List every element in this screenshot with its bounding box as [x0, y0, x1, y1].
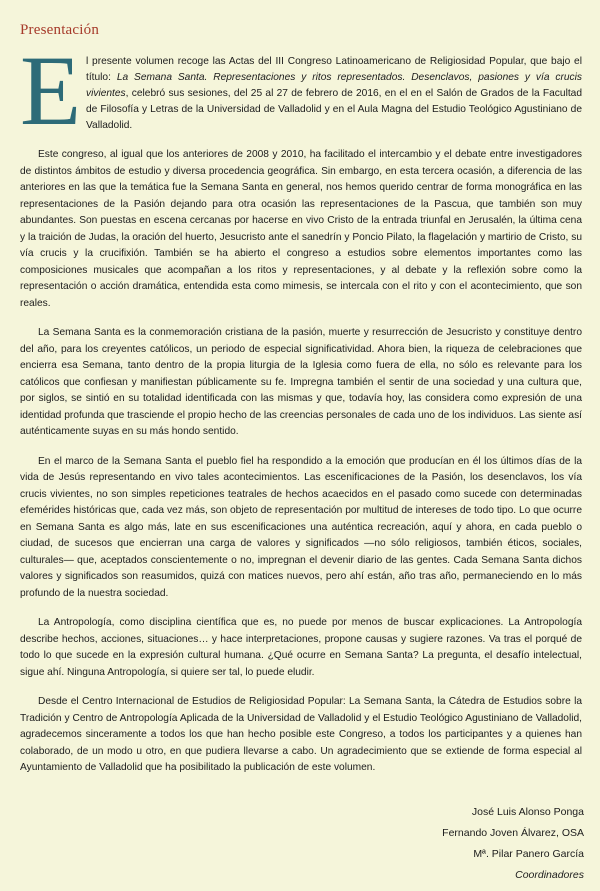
paragraph: La Antropología, como disciplina científica que es, no puede por menos de buscar explicaciones. La Antropología describe hechos, acciones, situaciones… y hace interpretaciones, propone causas y sugiere razones. Va tras el porqué de todo lo que sucede en la expresión cultural humana. ¿Qué ocurre en Semana Santa? La pregunta, el desafío intelectual, sigue ahí. Ninguna Antropología, si quiere ser tal, lo puede eludir.	[20, 617, 582, 678]
paragraph: Este congreso, al igual que los anteriores de 2008 y 2010, ha facilitado el intercambio y el debate entre investigadores de distintos ámbitos de estudio y diversa procedencia geográfica. Sin embargo, en esta tercera ocasión, a diferencia de las anteriores en las que la temática fue la Semana Santa en general, nos hemos querido centrar de forma monográfica en las representaciones de la Pasión dejando para otra ocasión las representaciones de la Pascua, que también son muy abundantes. Son puestas en escena cercanas por hacerse en vivo Cristo de la entrada triunfal en Jerusalén, la última cena y la traición de Judas, la oración del huerto, Jesucristo ante el sanedrín y Poncio Pilato, la flagelación y martirio de Cristo, su vía crucis y la crucifixión. También se ha abierto el congreso a estudios sobre elementos importantes como las composiciones musicales que acompañan a los ritos y representaciones, y al debate y la reflexión sobre como la representación o acción dramática, entendida esta como mimesis, se intercala con el rito y con el acontecimiento, que son reales.	[20, 149, 582, 309]
drop-cap-letter: E	[20, 35, 82, 146]
signatory-name: Fernando Joven Álvarez, OSA	[442, 827, 584, 839]
signatory-role: Coordinadores	[515, 869, 584, 881]
body-text	[20, 54, 582, 790]
paragraph: En el marco de la Semana Santa el pueblo fiel ha respondido a la emoción que producían en él los últimos días de la vida de Jesús representando en vivo tales acontecimientos. Las escenificaciones de la Pasión, los desenclavos, los vía crucis vivientes, no son simples repeticiones teatrales de hechos acaecidos en el pasado como sucede con determinadas efemérides históricas que, cada vez más, son objeto de representación por multitud de intereses de todo tipo. Lo que ocurre en Semana Santa es algo más, late en sus escenificaciones una auténtica recreación, aquí y ahora, en cada pueblo o ciudad, de sucesos que encierran una carga de valores y significados —no sólo religiosos, también éticos, sociales, culturales— que, aceptados conscientemente o no, impregnan el devenir diario de las gentes. Cada Semana Santa dichos valores y significados son reasumidos, quizá con matices nuevos, pero ahí están, año tras año, permaneciendo en lo más profundo de la nuestra sociedad.	[20, 455, 582, 599]
intro-paragraph	[86, 54, 582, 134]
congress-title: La Semana Santa. Representaciones y ritos representados. Desenclavos, pasiones y vía crucis vivientes	[86, 72, 582, 99]
paragraph: La Semana Santa es la conmemoración cristiana de la pasión, muerte y resurrección de Jesucristo y constituye dentro del año, para los creyentes católicos, un periodo de especial significatividad. Ahora bien, la riqueza de celebraciones que encierra esa Semana, tanto dentro de la propia liturgia de la Iglesia como fuera de ella, no sólo es relevante para los católicos que confiesan y manifiestan públicamente su fe. Impregna también el sentir de una sociedad y una cultura que, por siglos, se sintió en su totalidad identificada con las mismas y que, todavía hoy, las considera como expresión de una identidad profunda que trasciende el propio hecho de las creencias personales de cada uno de los individuos. Las siente así auténticamente suyas en su más hondo sentido.	[20, 327, 582, 437]
signatory-name: Mª. Pilar Panero García	[473, 848, 584, 860]
signature-block	[442, 802, 584, 886]
paragraph: Desde el Centro Internacional de Estudios de Religiosidad Popular: La Semana Santa, la Cátedra de Estudios sobre la Tradición y Centro de Antropología Aplicada de la Universidad de Valladolid y el Estudio Teológico Agustiniano de Valladolid, agradecemos sinceramente a todos los que han hecho posible este Congreso, a todos los participantes y a quienes han colaborado, de un modo u otro, en que pudiera llevarse a cabo. Un agradecimiento que se extiende de forma especial al Ayuntamiento de Valladolid que ha posibilitado la publicación de este volumen.	[20, 696, 582, 773]
section-title: Presentación	[20, 22, 100, 38]
intro-text-start: l presente volumen recoge las Actas del III Congreso Latinoamericano de Religiosidad Popular, que bajo el título:	[86, 56, 582, 83]
intro-text-end: , celebró sus sesiones, del 25 al 27 de febrero de 2016, en el en el Salón de Grados de la Facultad de Filosofía y Letras de la Universidad de Valladolid y en el Aula Magna del Estudio Teológico Agustiniano de Valladolid.	[86, 88, 582, 131]
signatory-name: José Luis Alonso Ponga	[471, 806, 584, 818]
